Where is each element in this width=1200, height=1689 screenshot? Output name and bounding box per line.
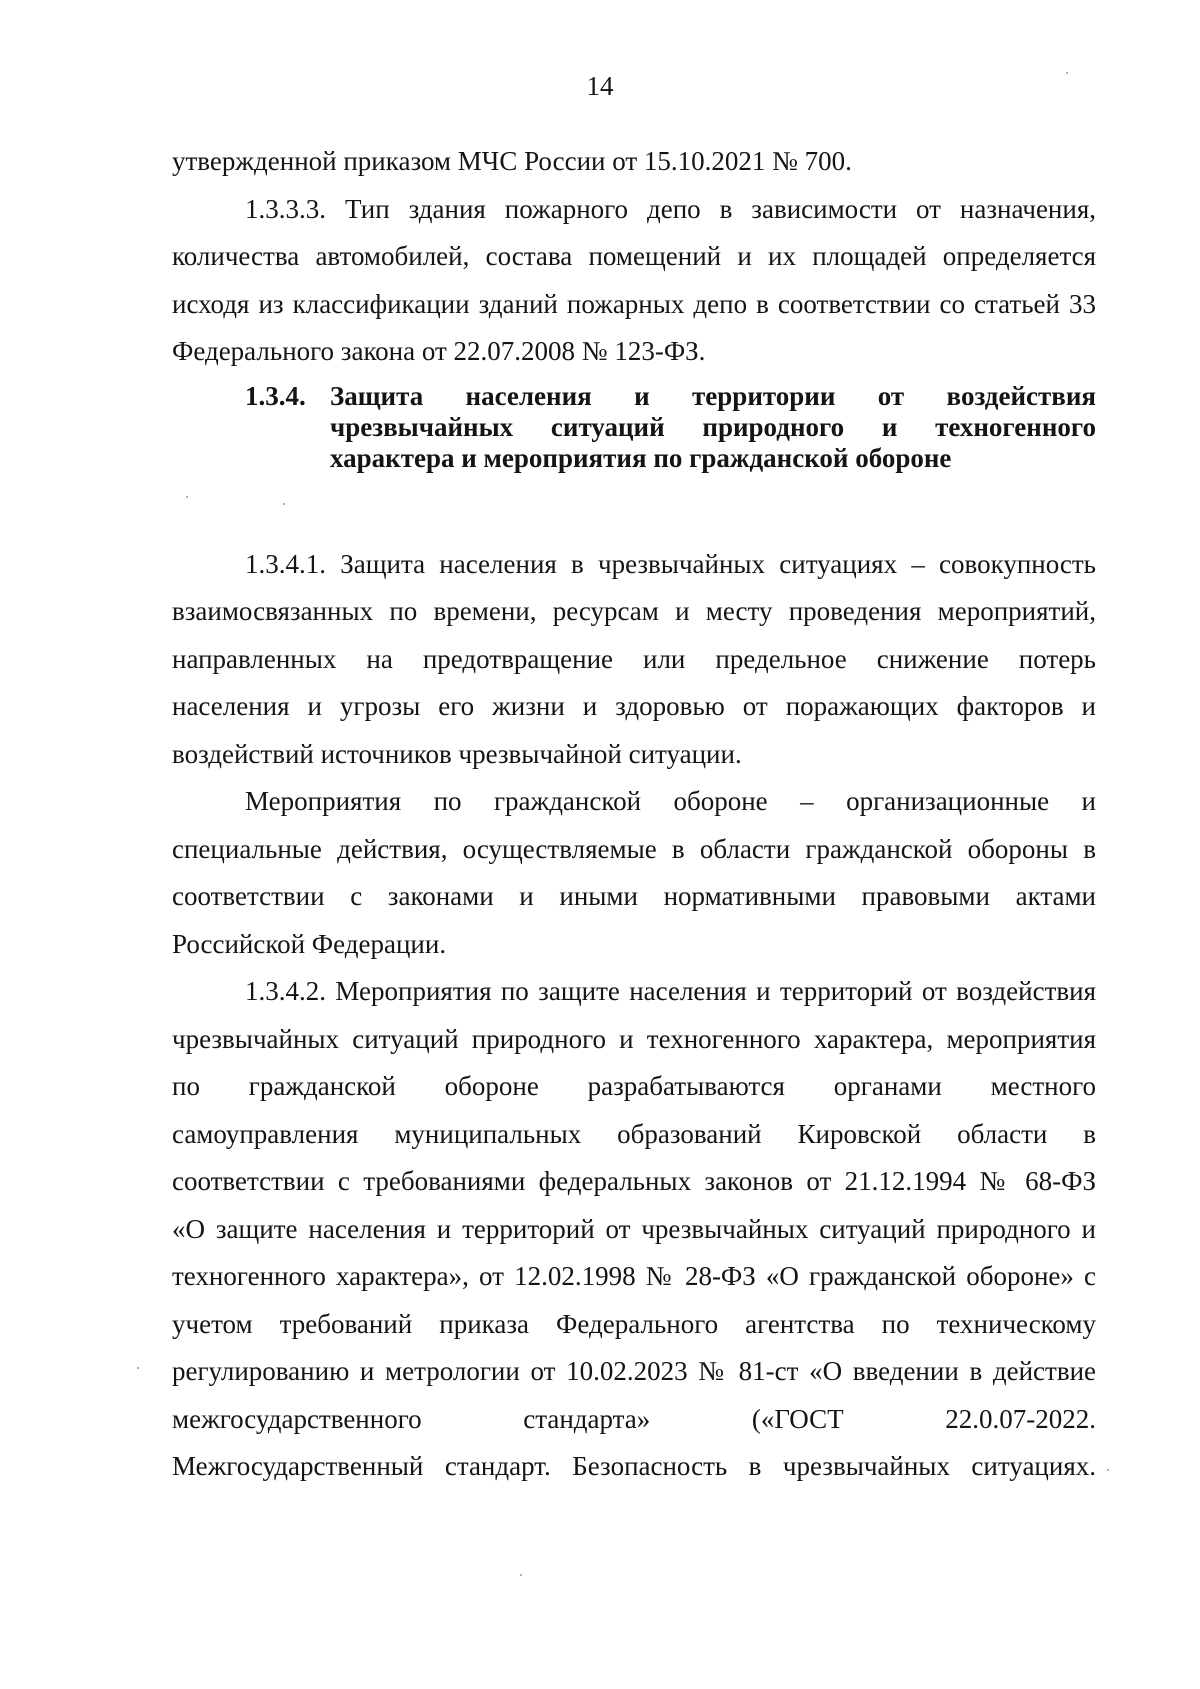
text-line: взаимосвязанных по времени, ресурсам и месту проведения мероприятий, xyxy=(172,596,1096,626)
text-line: специальные действия, осуществляемые в области гражданской обороны в xyxy=(172,833,1096,864)
page-number: 14 xyxy=(586,71,614,101)
paragraph-civil-defence xyxy=(172,778,1096,968)
heading-line: чрезвычайных ситуаций природного и техногенного xyxy=(330,411,1096,442)
scan-speck xyxy=(520,1574,522,1576)
scan-speck xyxy=(137,1367,139,1369)
scan-speck xyxy=(186,496,188,498)
scan-speck xyxy=(1066,72,1068,74)
paragraph-1-3-4-2 xyxy=(172,968,1096,1491)
paragraph-1-3-4-1 xyxy=(172,541,1096,779)
section-heading-1-3-4 xyxy=(172,381,1096,474)
text-line: по гражданской обороне разрабатываются органами местного xyxy=(172,1071,1096,1101)
text-line: соответствии с законами и иными нормативными правовыми актами xyxy=(172,881,1096,911)
text-line: количества автомобилей, состава помещений и их площадей определяется xyxy=(172,241,1096,271)
text-line: чрезвычайных ситуаций природного и техногенного характера, мероприятия xyxy=(172,1023,1096,1054)
text-line: 1.3.4.2. Мероприятия по защите населения и территорий от воздействия xyxy=(245,976,1096,1006)
document-body xyxy=(172,138,1096,1491)
text-line: воздействий источников чрезвычайной ситуации. xyxy=(172,738,742,769)
scan-speck xyxy=(1107,1469,1109,1471)
scan-speck xyxy=(283,503,285,505)
text-line: 1.3.3.3. Тип здания пожарного депо в зависимости от назначения, xyxy=(245,193,1096,224)
paragraph-continuation xyxy=(172,138,1096,186)
text-line: исходя из классификации зданий пожарных депо в соответствии со статьей 33 xyxy=(172,288,1096,319)
text-line: «О защите населения и территорий от чрезвычайных ситуаций природного и xyxy=(172,1213,1096,1244)
text-line: Российской Федерации. xyxy=(172,928,447,959)
text-line: Межгосударственный стандарт. Безопасность в чрезвычайных ситуациях. xyxy=(172,1451,1096,1481)
text-line: населения и угрозы его жизни и здоровью от поражающих факторов и xyxy=(172,691,1096,721)
text-line: учетом требований приказа Федерального агентства по техническому xyxy=(172,1308,1096,1339)
text-line: регулированию и метрологии от 10.02.2023 № 81-ст «О введении в действие xyxy=(172,1356,1096,1386)
heading-line: Защита населения и территории от воздействия xyxy=(330,380,1096,411)
text-line: межгосударственного стандарта» («ГОСТ 22.0.07-2022. xyxy=(172,1403,1096,1434)
text-line: 1.3.4.1. Защита населения в чрезвычайных ситуациях – совокупность xyxy=(245,548,1096,579)
text-line: соответствии с требованиями федеральных законов от 21.12.1994 № 68-ФЗ xyxy=(172,1166,1096,1196)
text-line: техногенного характера», от 12.02.1998 № 28-ФЗ «О гражданской обороне» с xyxy=(172,1261,1096,1291)
text-line: самоуправления муниципальных образований Кировской области в xyxy=(172,1118,1096,1149)
text-line: Федерального закона от 22.07.2008 № 123-ФЗ. xyxy=(172,336,706,366)
text-line: направленных на предотвращение или предельное снижение потерь xyxy=(172,643,1096,674)
heading-line: характера и мероприятия по гражданской обороне xyxy=(330,442,952,473)
section-title xyxy=(330,381,1096,474)
section-number: 1.3.4. xyxy=(245,380,306,411)
text-line: утвержденной приказом МЧС России от 15.10.2021 № 700. xyxy=(172,146,852,176)
paragraph-1-3-3-3 xyxy=(172,186,1096,376)
text-line: Мероприятия по гражданской обороне – организационные и xyxy=(245,786,1096,816)
